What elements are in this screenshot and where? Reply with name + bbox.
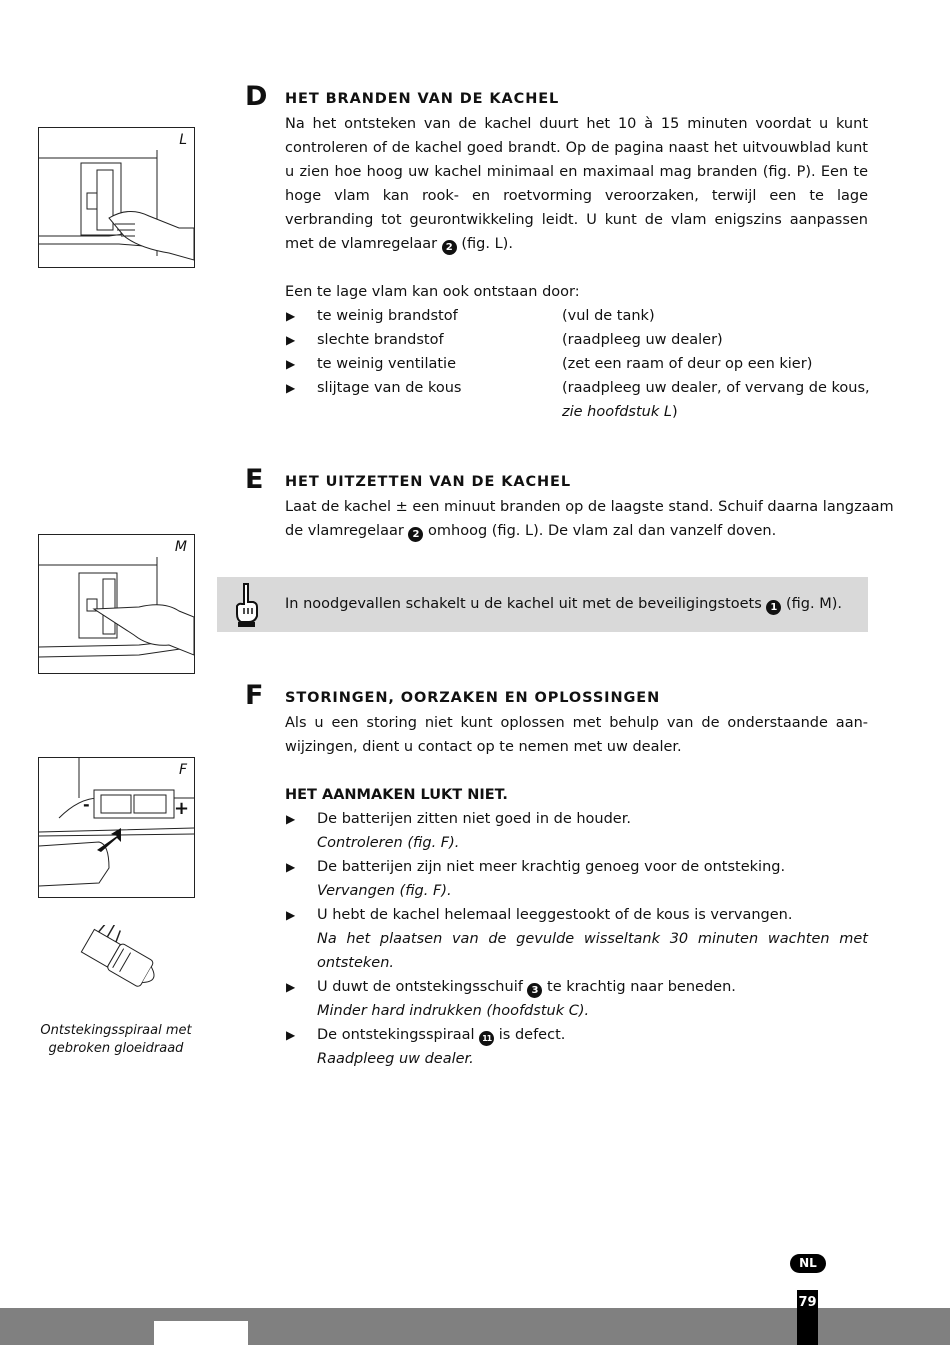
remedy-text: (raadpleeg uw dealer, of vervang de kous, (562, 380, 870, 396)
problem-text: U duwt de ontstekingsschuif 3 te krachtig naar beneden. (317, 979, 736, 996)
remedy-text: (zet een raam of deur op een kier) (562, 356, 813, 372)
svg-text:+: + (174, 798, 190, 819)
bullet-arrow-icon: ▶ (286, 357, 296, 371)
bullet-arrow-icon: ▶ (286, 812, 296, 826)
marker-2-icon: 2 (408, 527, 423, 542)
marker-2-icon: 2 (442, 240, 457, 255)
bullet-arrow-icon: ▶ (286, 333, 296, 347)
remedy-continuation: zie hoofdstuk L) (562, 404, 678, 420)
section-title-d: HET BRANDEN VAN DE KACHEL (285, 91, 560, 107)
figure-label: F (178, 762, 187, 778)
section-title-e: HET UITZETTEN VAN DE KACHEL (285, 474, 571, 490)
bullet-arrow-icon: ▶ (286, 309, 296, 323)
svg-text:-: - (83, 795, 90, 814)
page-number: 79 (797, 1290, 818, 1345)
marker-3-icon: 3 (527, 983, 542, 998)
bullet-arrow-icon: ▶ (286, 908, 296, 922)
cause-text: te weinig ventilatie (317, 356, 457, 372)
section-f-line: Als u een storing niet kunt oplossen met behulp van de onderstaande aan- (285, 715, 868, 731)
troubleshoot-subheading: HET AANMAKEN LUKT NIET. (285, 787, 508, 803)
section-letter-d: D (245, 81, 268, 112)
section-f-line: wijzingen, dient u contact op te nemen met uw dealer. (285, 739, 682, 755)
language-badge: NL (790, 1254, 826, 1273)
footer-white-block (154, 1321, 248, 1345)
problem-text: De batterijen zijn niet meer krachtig genoeg voor de ontsteking. (317, 859, 786, 875)
bullet-arrow-icon: ▶ (286, 860, 296, 874)
remedy-text: (vul de tank) (562, 308, 655, 324)
figure-l (38, 127, 195, 268)
pointing-hand-icon (233, 582, 261, 628)
marker-11-icon: 11 (479, 1031, 494, 1046)
section-d-paragraph: Na het ontsteken van de kachel duurt het 10 à 15 minuten voordat u kunt controleren of de kachel goed brandt. Op de pagina naast het uitvouwblad kunt u zien hoe hoog uw kachel minimaal en maximaal mag branden (fig. P). Een te hoge vlam kan rook- en roetvorming veroorzaken, terwijl een te lage verbranding tot geurontwikkeling leidt. U kunt de vlam enigszins aanpassen met de vlamregelaar 2 (fig. L). (285, 116, 868, 253)
bullet-arrow-icon: ▶ (286, 381, 296, 395)
section-e-line: de vlamregelaar 2 omhoog (fig. L). De vlam zal dan vanzelf doven. (285, 523, 777, 540)
section-title-f: STORINGEN, OORZAKEN EN OPLOSSINGEN (285, 690, 661, 706)
remedy-text: (raadpleeg uw dealer) (562, 332, 723, 348)
cause-text: slechte brandstof (317, 332, 444, 348)
heater-control-illustration (39, 128, 194, 267)
bullet-arrow-icon: ▶ (286, 980, 296, 994)
safety-button-illustration (39, 535, 194, 673)
figure-label: M (174, 539, 187, 555)
figure-caption: Ontstekingsspiraal met gebroken gloeidraad (40, 1023, 192, 1056)
solution-text: ontsteken. (317, 955, 395, 971)
solution-text: Na het plaatsen van de gevulde wisseltank 30 minuten wachten met (317, 931, 868, 947)
cause-text: slijtage van de kous (317, 380, 462, 396)
bullet-arrow-icon: ▶ (286, 1028, 296, 1042)
solution-text: Raadpleeg uw dealer. (317, 1051, 474, 1067)
causes-intro: Een te lage vlam kan ook ontstaan door: (285, 284, 580, 300)
section-letter-e: E (245, 464, 264, 495)
section-letter-f: F (245, 680, 264, 711)
figure-label: L (179, 132, 187, 148)
ignition-coil-illustration (65, 925, 175, 1005)
battery-holder-illustration (39, 758, 194, 897)
solution-text: Controleren (fig. F). (317, 835, 460, 851)
solution-text: Vervangen (fig. F). (317, 883, 452, 899)
figure-m (38, 534, 195, 674)
problem-text: De ontstekingsspiraal 11 is defect. (317, 1023, 565, 1047)
solution-text: Minder hard indrukken (hoofdstuk C). (317, 1003, 590, 1019)
marker-1-icon: 1 (766, 600, 781, 615)
cause-text: te weinig brandstof (317, 308, 458, 324)
section-e-line: Laat de kachel ± een minuut branden op de laagste stand. Schuif daarna langzaam (285, 499, 894, 515)
warning-note-text: In noodgevallen schakelt u de kachel uit met de beveiligingstoets 1 (fig. M). (285, 596, 843, 613)
figure-f (38, 757, 195, 898)
problem-text: De batterijen zitten niet goed in de houder. (317, 811, 631, 827)
problem-text: U hebt de kachel helemaal leeggestookt of de kous is vervangen. (317, 907, 793, 923)
